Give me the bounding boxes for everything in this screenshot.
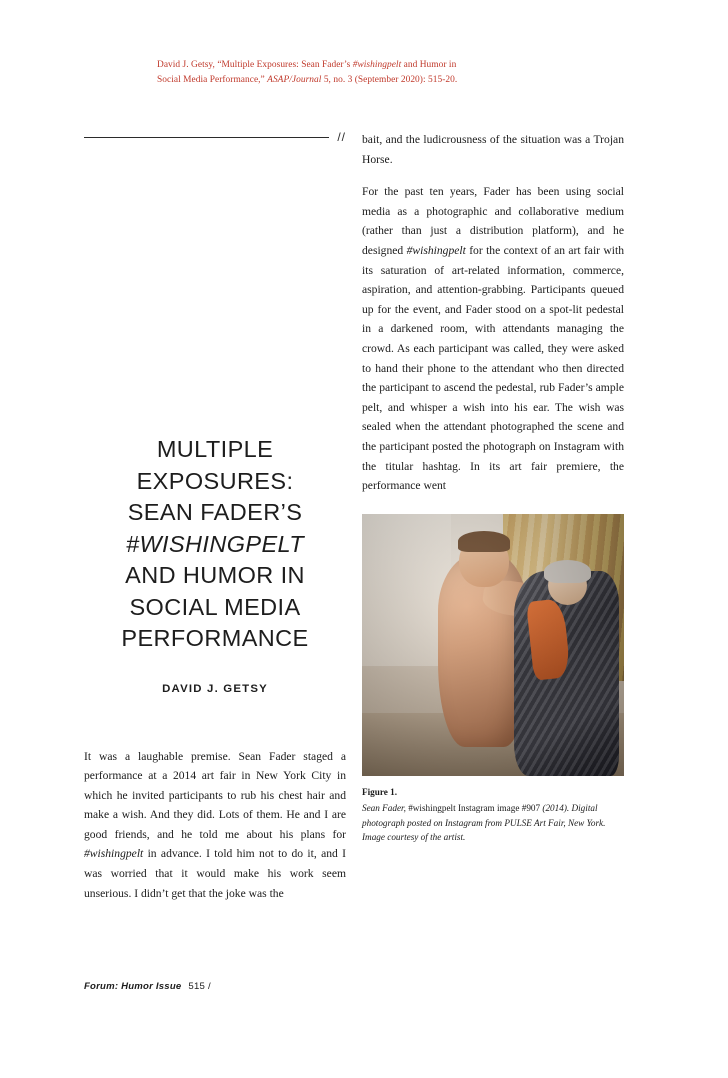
paragraph-hashtag: #wishingpelt <box>406 243 466 257</box>
footer-issue-title: Forum: Humor Issue <box>84 981 182 992</box>
paragraph-text-a: For the past ten years, Fader has been using social media as a photographic and collaborative medium (rather than just a distribution platform), and he designed <box>362 185 624 257</box>
citation-line1-italic: #wishingpelt <box>352 60 402 70</box>
figure-caption <box>362 785 624 845</box>
title-line-1: MULTIPLE <box>156 436 274 462</box>
figure-caption-work: #wishingpelt Instagram image #907 <box>408 803 543 814</box>
author-byline: DAVID J. GETSY <box>162 682 268 695</box>
paragraph-hashtag: #wishingpelt <box>84 847 144 861</box>
title-line-4-hashtag: #WISHINGPELT <box>125 530 305 557</box>
left-column <box>84 130 346 916</box>
paragraph <box>84 747 346 904</box>
title-line-3: SEAN FADER’S <box>127 499 303 525</box>
citation-line2-post: 5, no. 3 (September 2020): 515-20. <box>321 74 458 85</box>
right-column <box>362 130 624 844</box>
paragraph-text-b: in advance. I told him not to do it, and I was worried that it would make his work seem unserious. I didn’t get that the joke was the <box>84 847 346 900</box>
footer-slash: / <box>208 981 211 992</box>
figure-caption-text <box>362 803 605 842</box>
photo-vignette <box>362 514 624 776</box>
paragraph <box>362 182 624 496</box>
title-block <box>84 434 346 695</box>
figure-caption-details: (2014). Digital photograph posted on Instagram from PULSE Art Fair, New York. Image courtesy of the artist. <box>362 803 606 842</box>
citation-line1-post: and Humor in <box>401 60 457 70</box>
footer-page-number: 515 <box>188 981 206 992</box>
figure <box>362 514 624 845</box>
paragraph-text-b: for the context of an art fair with its saturation of art-related information, commerce, aspiration, and attention-grabbing. Participants queued up for the event, and Fader stood on a spot-lit pedestal in a darkened room, with attendants managing the crowd. As each participant was called, they were asked to hand their phone to the attendant who then directed the participant to ascend the pedestal, rub Fader’s ample pelt, and whisper a wish into his ear. The wish was sealed when the attendant photographed the scene and the participant posted the photograph on Instagram with the titular hashtag. In its art fair premiere, the performance went <box>362 243 624 493</box>
citation-journal-name: ASAP/Journal <box>267 74 322 85</box>
page-footer <box>84 981 211 992</box>
title-line-2: EXPOSURES: <box>136 467 294 494</box>
figure-caption-artist: Sean Fader, <box>362 803 409 814</box>
title-line-7: PERFORMANCE <box>121 625 309 651</box>
title-line-5: AND HUMOR IN <box>125 562 305 588</box>
header-rule <box>84 130 346 144</box>
citation-block <box>157 58 577 87</box>
citation-line2-pre: Social Media Performance,” <box>157 74 268 85</box>
paragraph: bait, and the ludicrousness of the situation was a Trojan Horse. <box>362 133 624 166</box>
title-line-6: SOCIAL MEDIA <box>129 593 301 620</box>
left-body-text <box>84 747 346 904</box>
figure-image <box>362 514 624 776</box>
page-title <box>84 434 346 655</box>
figure-label: Figure 1. <box>362 786 398 797</box>
double-slash-mark: // <box>337 130 346 144</box>
paragraph-text-a: It was a laughable premise. Sean Fader staged a performance at a 2014 art fair in New York City in which he invited participants to rub his chest hair and make a wish. And they did. Lots of them. He and I are good friends, and he told me about his plans for <box>84 749 346 841</box>
horizontal-rule <box>84 137 329 138</box>
citation-line1-pre: David J. Getsy, “Multiple Exposures: Sean Fader’s <box>157 60 353 70</box>
